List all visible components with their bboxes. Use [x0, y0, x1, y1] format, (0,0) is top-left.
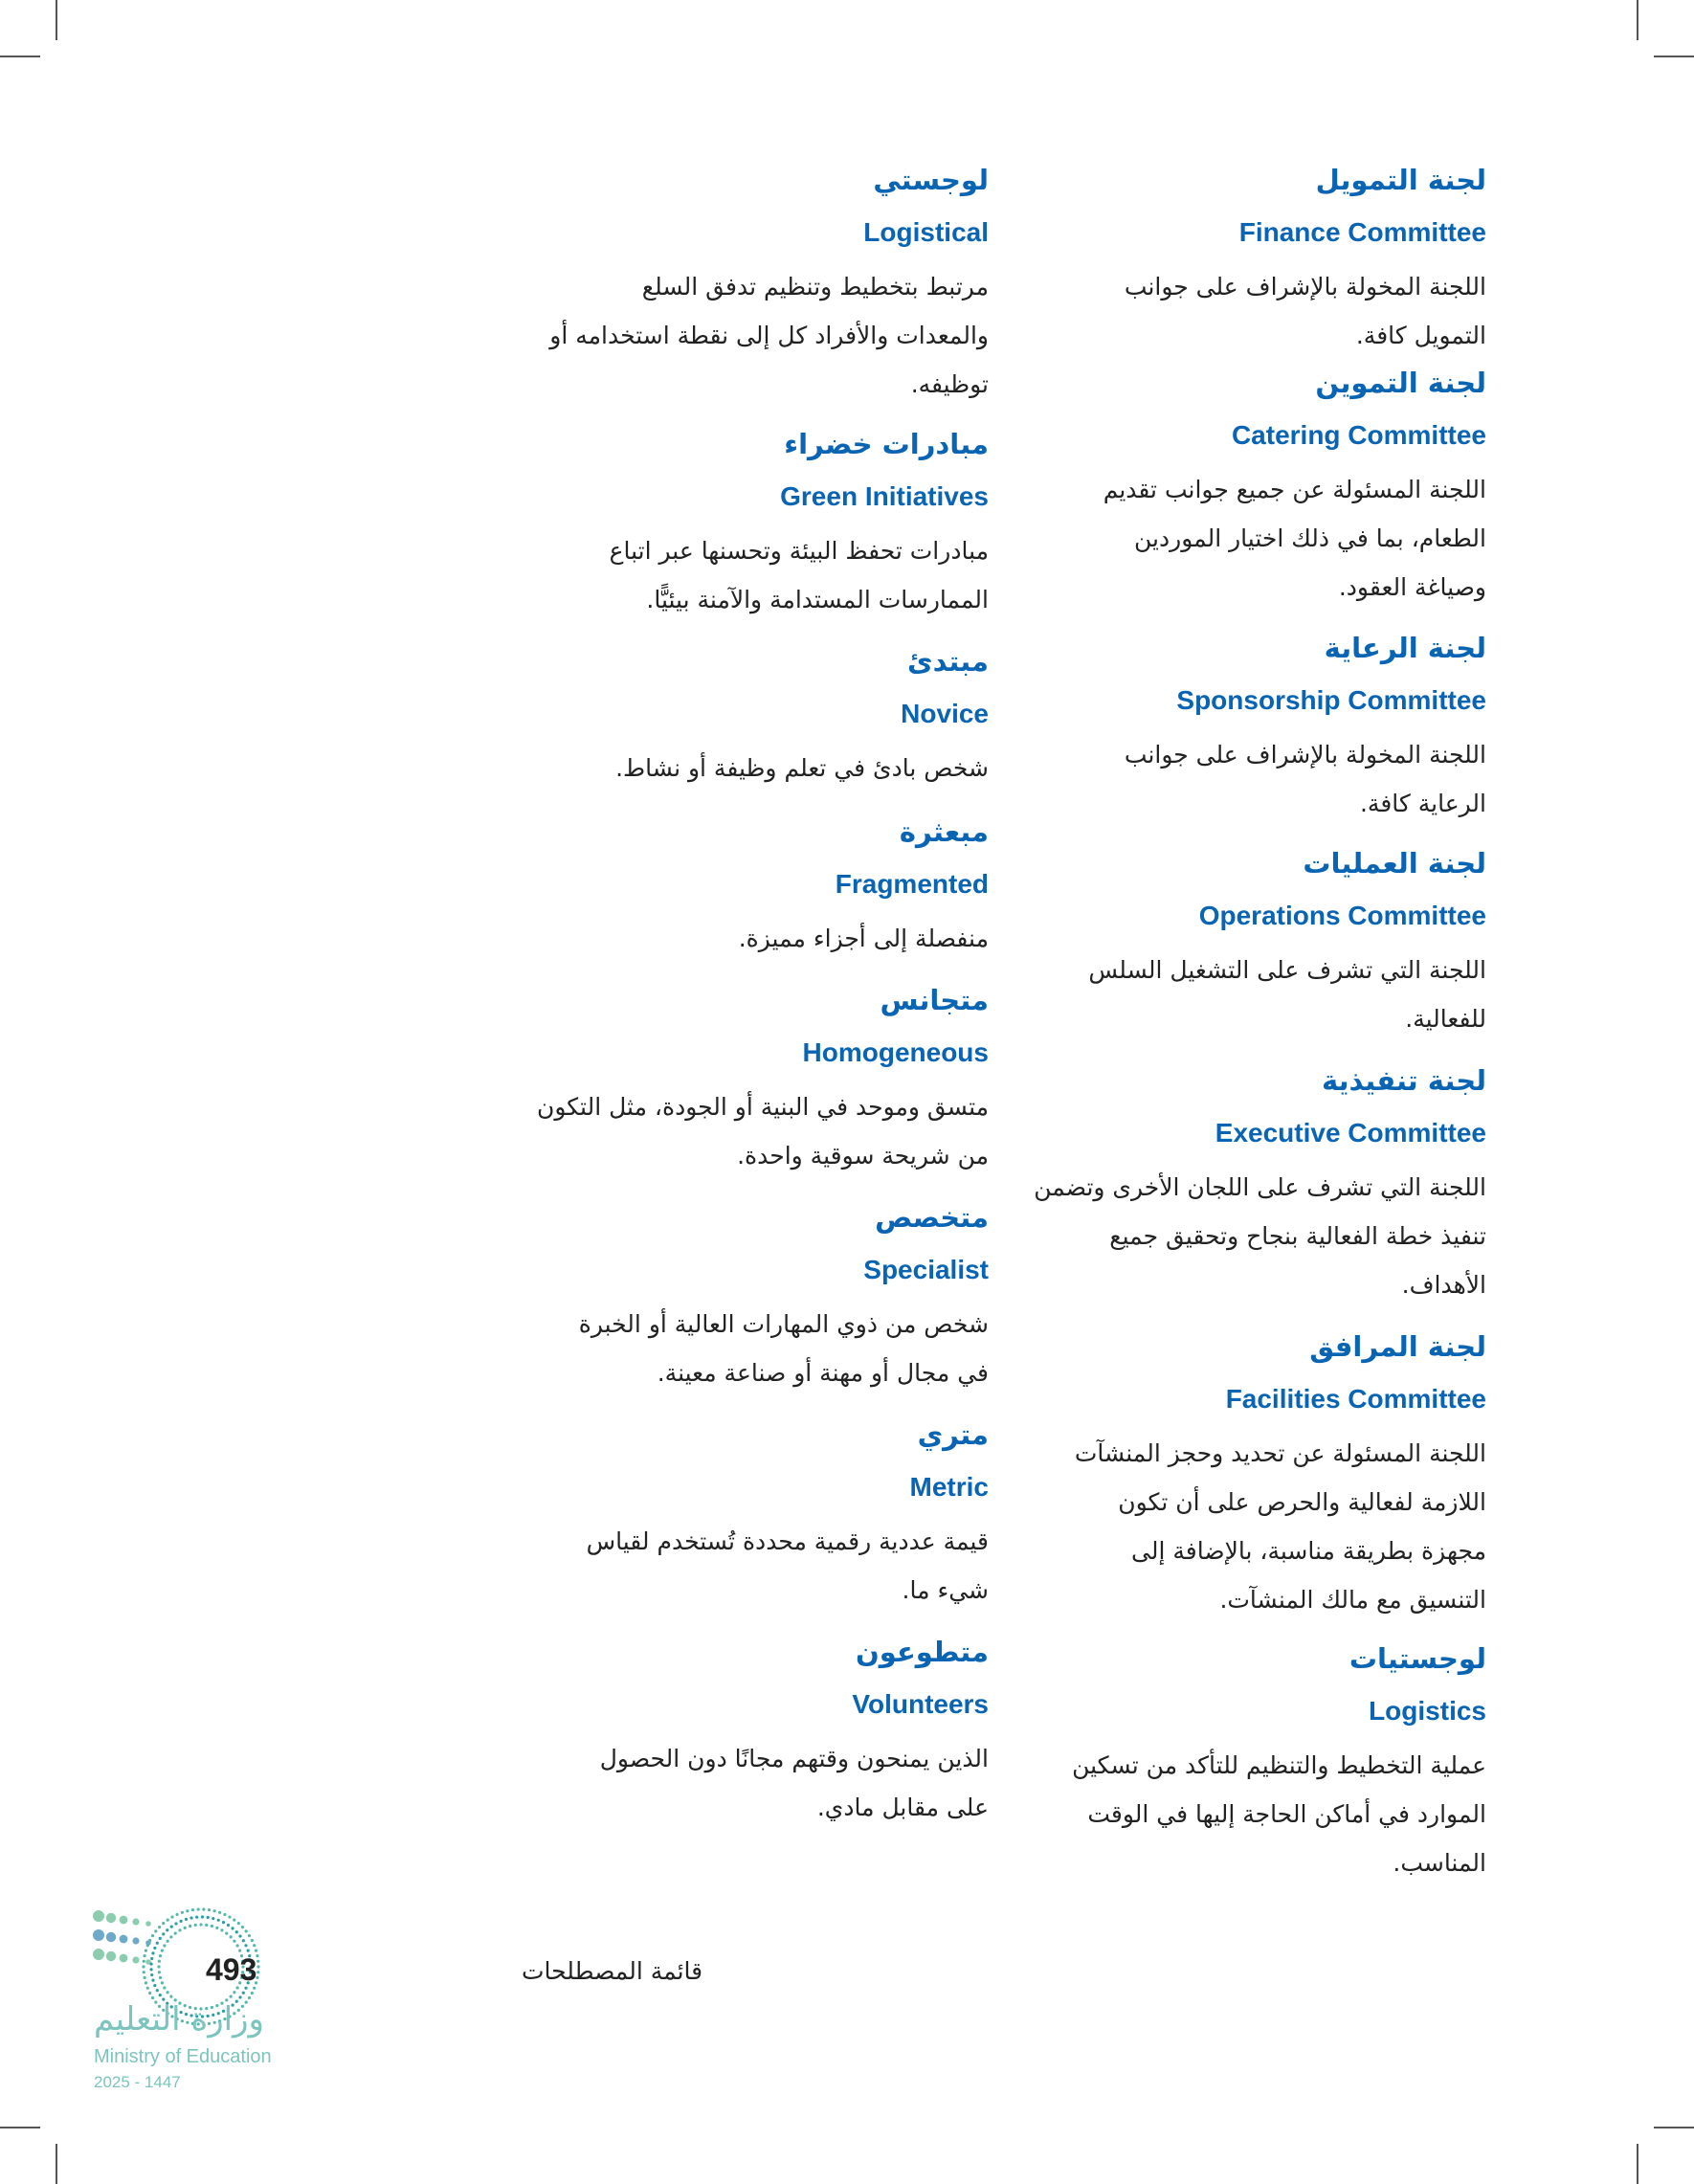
glossary-entry	[989, 364, 1486, 612]
term-english: Logistics	[1369, 1696, 1486, 1726]
definition-line: قيمة عددية رقمية محددة تُستخدم لقياس	[586, 1527, 989, 1555]
section-title: قائمة المصطلحات	[522, 1957, 703, 1985]
definition-line: اللازمة لفعالية والحرص على أن تكون	[1118, 1488, 1486, 1516]
term-arabic: مبتدئ	[907, 645, 989, 678]
definition-line: متسق وموحد في البنية أو الجودة، مثل التكون	[536, 1093, 989, 1121]
definition-line: منفصلة إلى أجزاء مميزة.	[738, 925, 989, 952]
definition-line: التنسيق مع مالك المنشآت.	[1219, 1586, 1486, 1614]
definition-line: الأهداف.	[1401, 1271, 1486, 1299]
term-arabic: لجنة العمليات	[1303, 847, 1486, 880]
definition-line: توظيفه.	[910, 370, 989, 398]
term-english: Logistical	[863, 217, 989, 247]
definition-line: عملية التخطيط والتنظيم للتأكد من تسكين	[1072, 1751, 1486, 1779]
definition-line: تنفيذ خطة الفعالية بنجاح وتحقيق جميع	[1109, 1222, 1486, 1250]
glossary-entry	[989, 1639, 1486, 1887]
term-english: Volunteers	[852, 1689, 989, 1719]
definition-line: للفعالية.	[1405, 1005, 1486, 1033]
glossary-entry	[453, 1198, 989, 1397]
definition-line: اللجنة المخولة بالإشراف على جوانب	[1124, 273, 1486, 301]
definition-line: المناسب.	[1393, 1849, 1486, 1877]
glossary-entry	[453, 161, 989, 409]
term-english: Executive Committee	[1215, 1118, 1486, 1148]
term-arabic: لجنة التموين	[1315, 367, 1486, 399]
crop-mark	[1637, 0, 1638, 40]
term-arabic: لجنة التمويل	[1315, 164, 1486, 196]
term-english: Novice	[901, 699, 989, 728]
glossary-entry	[453, 425, 989, 624]
term-arabic: لوجستيات	[1349, 1642, 1486, 1675]
definition-line: اللجنة المسئولة عن تحديد وحجز المنشآت	[1074, 1439, 1486, 1467]
crop-mark	[0, 2127, 40, 2128]
definition-line: التمويل كافة.	[1355, 322, 1486, 349]
definition-line: اللجنة المخولة بالإشراف على جوانب	[1124, 741, 1486, 769]
definition-line: مرتبط بتخطيط وتنظيم تدفق السلع	[641, 273, 989, 301]
ministry-name-english: Ministry of Education	[94, 2046, 272, 2067]
glossary-entry	[453, 642, 989, 792]
definition-line: الرعاية كافة.	[1359, 790, 1486, 817]
definition-line: على مقابل مادي.	[816, 1794, 989, 1821]
term-english: Sponsorship Committee	[1176, 685, 1486, 715]
glossary-entry	[453, 1415, 989, 1615]
glossary-entry	[989, 844, 1486, 1043]
term-english: Finance Committee	[1238, 217, 1486, 247]
definition-line: اللجنة المسئولة عن جميع جوانب تقديم	[1103, 476, 1486, 503]
term-english: Facilities Committee	[1225, 1384, 1486, 1414]
term-arabic: متطوعون	[856, 1636, 989, 1668]
term-english: Metric	[909, 1472, 989, 1502]
page-number: 493	[206, 1952, 257, 1987]
glossary-entry	[989, 629, 1486, 828]
definition-line: من شريحة سوقية واحدة.	[737, 1142, 989, 1170]
definition-line: شخص بادئ في تعلم وظيفة أو نشاط.	[615, 754, 989, 782]
term-english: Operations Committee	[1198, 901, 1486, 930]
term-english: Green Initiatives	[780, 481, 989, 511]
definition-line: مبادرات تحفظ البيئة وتحسنها عبر اتباع	[609, 537, 989, 565]
definition-line: وصياغة العقود.	[1338, 573, 1486, 601]
glossary-entry	[453, 981, 989, 1180]
term-english: Specialist	[863, 1255, 989, 1284]
crop-mark	[1637, 2144, 1638, 2184]
term-arabic: لجنة المرافق	[1309, 1330, 1486, 1363]
definition-line: الممارسات المستدامة والآمنة بيئيًّا.	[646, 586, 989, 613]
definition-line: في مجال أو مهنة أو صناعة معينة.	[657, 1359, 989, 1387]
edition-year: 2025 - 1447	[94, 2073, 181, 2091]
glossary-entry	[989, 1061, 1486, 1309]
crop-mark	[0, 56, 40, 57]
glossary-entry	[989, 161, 1486, 360]
term-english: Catering Committee	[1231, 420, 1486, 450]
crop-mark	[56, 2144, 57, 2184]
definition-line: شيء ما.	[902, 1576, 989, 1604]
term-english: Homogeneous	[802, 1037, 989, 1067]
glossary-entry	[989, 1327, 1486, 1624]
term-arabic: لوجستي	[873, 164, 989, 196]
term-english: Fragmented	[835, 869, 989, 899]
definition-line: مجهزة بطريقة مناسبة، بالإضافة إلى	[1131, 1537, 1486, 1565]
glossary-entry	[453, 1633, 989, 1832]
definition-line: والمعدات والأفراد كل إلى نقطة استخدامه أو	[549, 322, 989, 349]
definition-line: اللجنة التي تشرف على اللجان الأخرى وتضمن	[1034, 1173, 1486, 1201]
crop-mark	[1654, 2127, 1694, 2128]
term-arabic: لجنة الرعاية	[1324, 632, 1486, 664]
glossary-entry	[453, 813, 989, 963]
definition-line: الذين يمنحون وقتهم مجانًا دون الحصول	[599, 1745, 989, 1772]
term-arabic: مبادرات خضراء	[784, 428, 989, 460]
term-arabic: متجانس	[880, 984, 989, 1016]
definition-line: الطعام، بما في ذلك اختيار الموردين	[1134, 524, 1486, 552]
term-arabic: مبعثرة	[899, 815, 989, 848]
ministry-name-arabic: وزارة التعليم	[94, 2000, 264, 2039]
definition-line: الموارد في أماكن الحاجة إليها في الوقت	[1087, 1800, 1486, 1828]
term-arabic: متري	[917, 1418, 989, 1451]
crop-mark	[56, 0, 57, 40]
term-arabic: متخصص	[875, 1201, 989, 1234]
crop-mark	[1654, 56, 1694, 57]
definition-line: شخص من ذوي المهارات العالية أو الخبرة	[578, 1310, 989, 1338]
term-arabic: لجنة تنفيذية	[1322, 1064, 1486, 1097]
definition-line: اللجنة التي تشرف على التشغيل السلس	[1088, 956, 1486, 984]
